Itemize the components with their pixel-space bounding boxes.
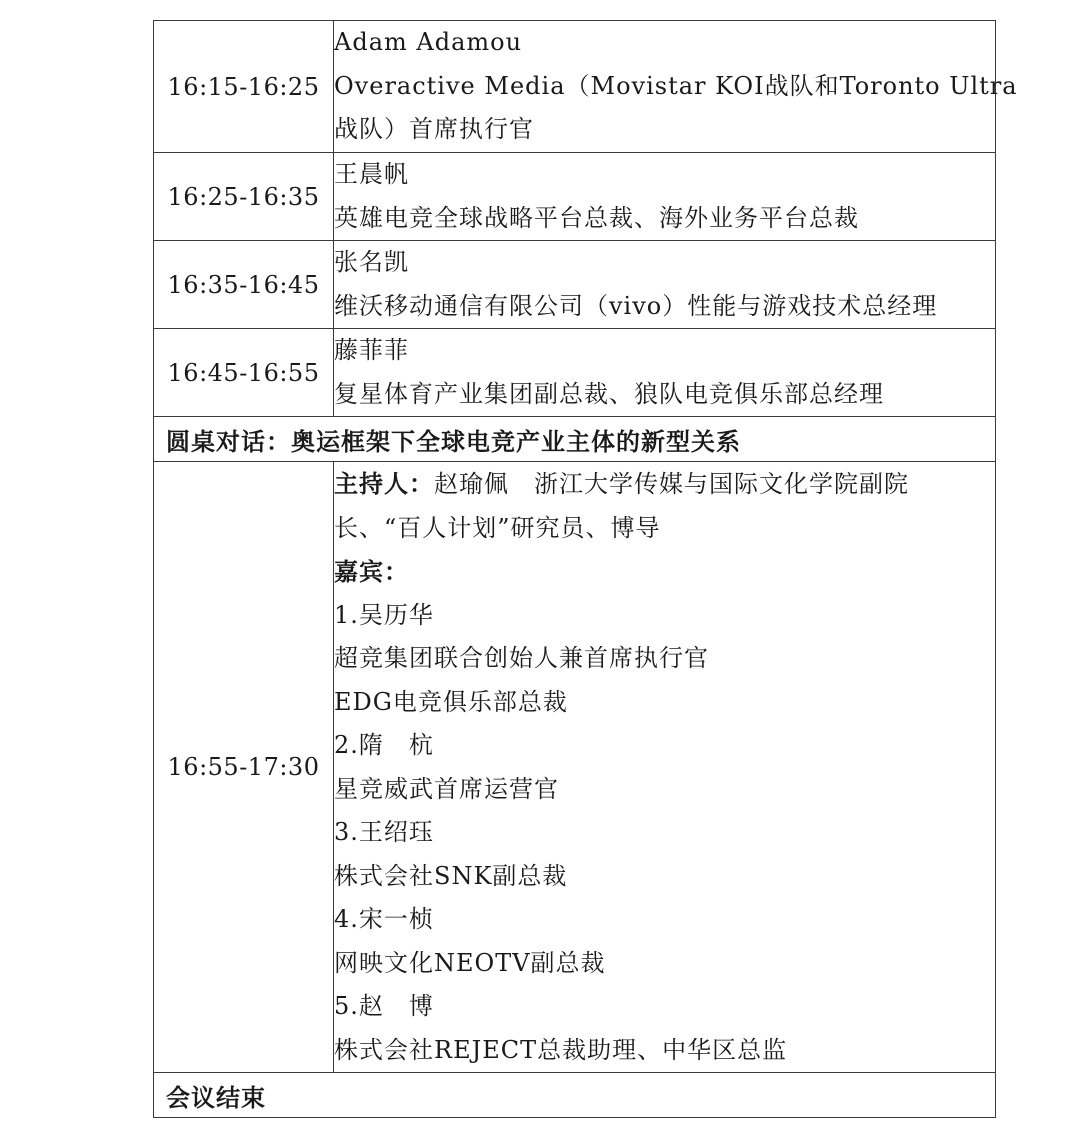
host-label: 主持人： (334, 469, 434, 498)
section-row (154, 1073, 996, 1118)
time-cell: 16:25-16:35 (154, 153, 334, 241)
guest-line: 株式会社SNK副总裁 (334, 861, 568, 890)
meeting-end-label: 会议结束 (154, 1073, 996, 1118)
guest-line: 星竞威武首席运营官 (334, 774, 559, 803)
time-cell: 16:35-16:45 (154, 241, 334, 329)
guest-line: 2.隋 杭 (334, 731, 434, 759)
host-info: 赵瑜佩 浙江大学传媒与国际文化学院副院 (434, 470, 909, 498)
host-info-continued: 长、“百人计划”研究员、博导 (334, 513, 661, 542)
schedule-row (154, 241, 996, 329)
guest-line: 株式会社REJECT总裁助理、中华区总监 (334, 1035, 788, 1064)
speaker-cell (334, 241, 996, 329)
time-cell: 16:45-16:55 (154, 329, 334, 417)
roundtable-row (154, 462, 996, 1073)
guest-line: 3.王绍珏 (334, 818, 434, 846)
guest-line: EDG电竞俱乐部总裁 (334, 687, 568, 716)
host-line (334, 462, 995, 507)
guest-line: 1.吴历华 (334, 600, 434, 629)
guest-line: 5.赵 博 (334, 992, 434, 1020)
speaker-cell (334, 329, 996, 417)
speaker-title: 复星体育产业集团副总裁、狼队电竞俱乐部总经理 (334, 379, 884, 408)
speaker-title: 英雄电竞全球战略平台总裁、海外业务平台总裁 (334, 203, 859, 232)
roundtable-cell (334, 462, 996, 1073)
guests-label: 嘉宾： (334, 557, 409, 586)
speaker-title: Overactive Media（Movistar KOI战队和Toronto Ultra (334, 71, 1018, 100)
speaker-cell (334, 21, 1018, 153)
schedule-row (154, 153, 996, 241)
speaker-title: 维沃移动通信有限公司（vivo）性能与游戏技术总经理 (334, 291, 938, 320)
section-row (154, 417, 996, 462)
speaker-name: 藤菲菲 (334, 336, 409, 364)
speaker-cell (334, 153, 996, 241)
roundtable-title: 圆桌对话：奥运框架下全球电竞产业主体的新型关系 (154, 417, 996, 462)
speaker-name: 王晨帆 (334, 160, 409, 188)
guest-line: 网映文化NEOTV副总裁 (334, 948, 606, 977)
time-cell: 16:55-17:30 (154, 462, 334, 1073)
schedule-table (153, 20, 1018, 1118)
schedule-row (154, 21, 996, 153)
time-cell: 16:15-16:25 (154, 21, 334, 153)
schedule-row (154, 329, 996, 417)
speaker-name: Adam Adamou (334, 28, 523, 57)
speaker-title: 战队）首席执行官 (334, 115, 534, 144)
guest-line: 4.宋一桢 (334, 905, 434, 933)
guest-line: 超竞集团联合创始人兼首席执行官 (334, 644, 709, 672)
speaker-name: 张名凯 (334, 248, 409, 276)
